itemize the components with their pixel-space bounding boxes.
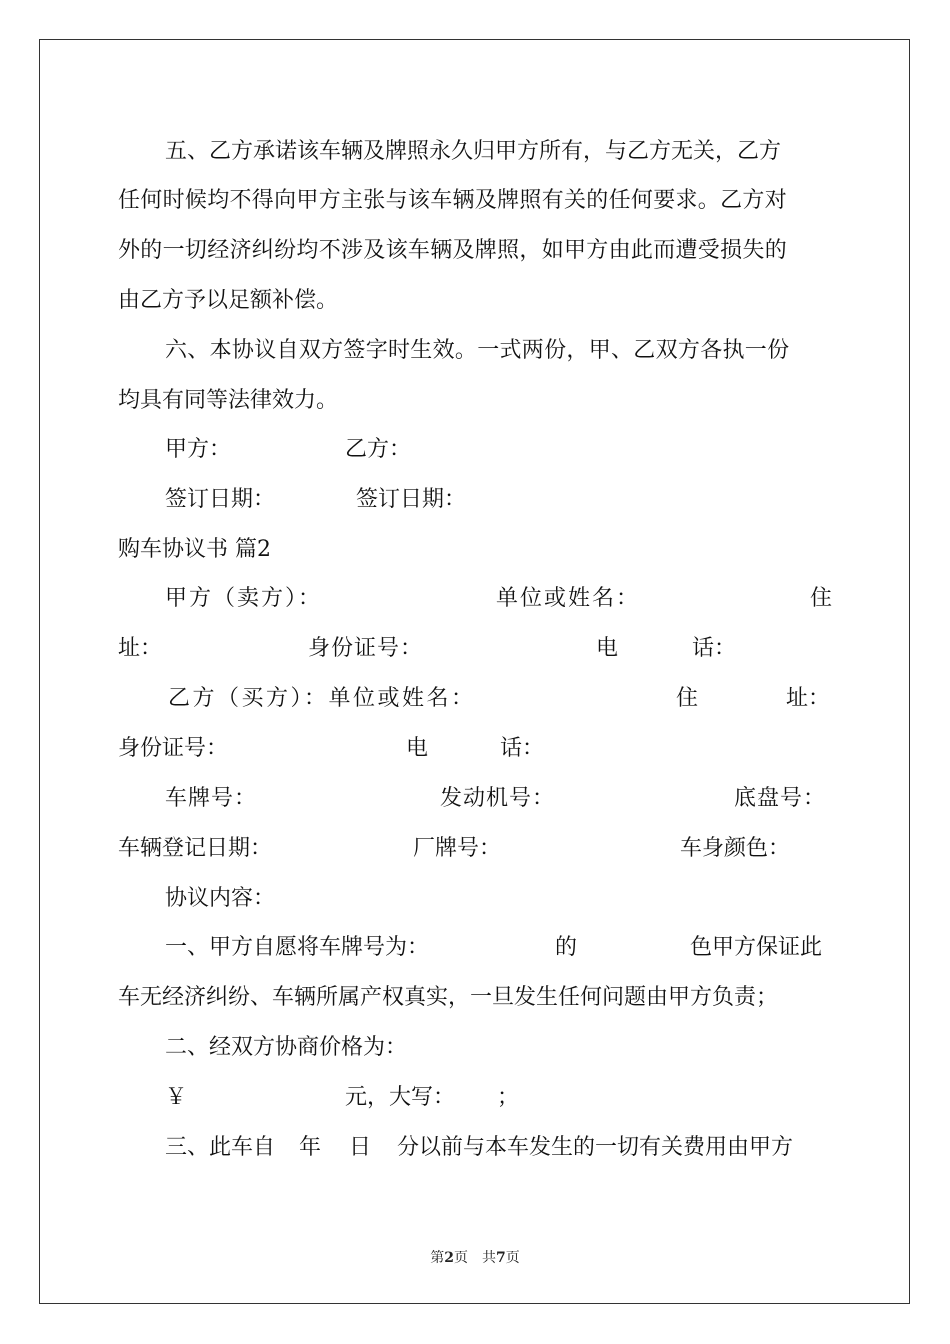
item1-part3: 色甲方保证此 bbox=[690, 935, 823, 960]
content-heading: 协议内容： bbox=[165, 886, 276, 911]
sign-party-b: 乙方： bbox=[345, 437, 412, 462]
item1-part1: 一、甲方自愿将车牌号为： bbox=[165, 935, 430, 960]
seller-name-label: 单位或姓名： bbox=[496, 586, 641, 611]
vehicle-color-label: 车身颜色： bbox=[680, 836, 791, 861]
seller-id-label: 身份证号： bbox=[308, 636, 424, 661]
item3-part4: 分以前与本车发生的一切有关费用由甲方 bbox=[397, 1135, 794, 1160]
sign-date-a: 签订日期： bbox=[165, 487, 276, 512]
buyer-address-2: 址： bbox=[786, 686, 831, 711]
seller-label: 甲方（卖方）： bbox=[165, 586, 323, 611]
vehicle-brand-label: 厂牌号： bbox=[413, 836, 502, 861]
page-border bbox=[39, 39, 910, 1304]
clause5-line4: 由乙方予以足额补偿。 bbox=[118, 288, 339, 313]
clause6-line1: 六、本协议自双方签字时生效。一式两份，甲、乙双方各执一份 bbox=[165, 338, 790, 363]
item2-currency: ￥ bbox=[165, 1085, 188, 1110]
item2-line1: 二、经双方协商价格为： bbox=[165, 1035, 408, 1060]
item3-part3: 日 bbox=[349, 1135, 372, 1160]
seller-phone-2: 话： bbox=[692, 636, 737, 661]
item2-amount-text: 元，大写： bbox=[345, 1085, 456, 1110]
seller-phone-1: 电 bbox=[596, 636, 619, 661]
item1-part2: 的 bbox=[555, 935, 578, 960]
vehicle-engine-label: 发动机号： bbox=[440, 786, 556, 811]
item3-part2: 年 bbox=[299, 1135, 322, 1160]
buyer-address-1: 住 bbox=[676, 686, 699, 711]
footer-total-suffix: 页 bbox=[505, 1250, 520, 1266]
seller-address-2: 址： bbox=[118, 636, 163, 661]
clause6-line2: 均具有同等法律效力。 bbox=[118, 388, 339, 413]
buyer-id-label: 身份证号： bbox=[118, 736, 229, 761]
seller-address-1: 住 bbox=[810, 586, 833, 611]
vehicle-chassis-label: 底盘号： bbox=[734, 786, 827, 811]
clause5-line2: 任何时候均不得向甲方主张与该车辆及牌照有关的任何要求。乙方对 bbox=[118, 188, 788, 213]
clause5-line1 bbox=[165, 139, 830, 165]
footer-page-suffix: 页 bbox=[454, 1250, 468, 1266]
section-title: 购车协议书 篇2 bbox=[118, 537, 271, 562]
footer-total-prefix: 共 bbox=[482, 1250, 496, 1266]
vehicle-plate-label: 车牌号： bbox=[165, 786, 258, 811]
footer-total-number: 7 bbox=[496, 1250, 506, 1266]
clause5-line3: 外的一切经济纠纷均不涉及该车辆及牌照，如甲方由此而遭受损失的 bbox=[118, 238, 788, 263]
footer-page-prefix: 第 bbox=[430, 1250, 445, 1266]
buyer-label: 乙方（买方）：单位或姓名： bbox=[168, 686, 476, 711]
item1-line2: 车无经济纠纷、车辆所属产权真实，一旦发生任何问题由甲方负责； bbox=[118, 985, 779, 1010]
item3-part1: 三、此车自 bbox=[165, 1135, 276, 1160]
buyer-phone-1: 电 bbox=[406, 736, 429, 761]
item2-end: ； bbox=[497, 1085, 520, 1110]
sign-party-a: 甲方： bbox=[165, 437, 232, 462]
footer-page-number: 2 bbox=[444, 1250, 454, 1266]
sign-date-b: 签订日期： bbox=[356, 487, 467, 512]
page-footer bbox=[0, 1247, 950, 1267]
vehicle-reg-date-label: 车辆登记日期： bbox=[118, 836, 273, 861]
buyer-phone-2: 话： bbox=[500, 736, 545, 761]
text: 五、乙方承诺该车辆及牌照永久归甲方所有，与乙方无关，乙方 bbox=[165, 139, 782, 164]
